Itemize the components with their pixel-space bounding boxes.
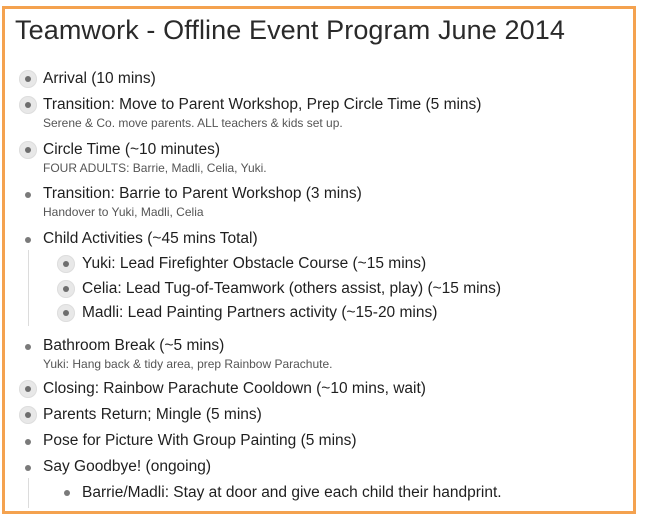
outline-subitem-text: Madli: Lead Painting Partners activity (~15-20 mins) — [82, 304, 438, 321]
outline-item-arrival — [43, 70, 156, 88]
say-goodbye-guide-line — [28, 478, 29, 508]
outline-item-circle-time — [43, 141, 267, 175]
outline-item-note: Yuki: Hang back & tidy area, prep Rainbow Parachute. — [43, 357, 333, 371]
ring-bullet-icon — [19, 96, 37, 114]
bullet-icon — [25, 192, 31, 198]
bullet-icon — [25, 465, 31, 471]
outline-item-closing-parachute — [43, 380, 426, 398]
outline-item-transition-parent-workshop — [43, 96, 481, 130]
ring-bullet-icon — [57, 280, 75, 298]
outline-item-text: Closing: Rainbow Parachute Cooldown (~10 mins, wait) — [43, 380, 426, 397]
outline-item-child-activities — [43, 230, 258, 248]
outline-item-note: FOUR ADULTS: Barrie, Madli, Celia, Yuki. — [43, 161, 267, 175]
outline-item-pose-for-picture — [43, 432, 357, 450]
outline-subitem-yuki-obstacle-course — [82, 255, 426, 273]
outline-item-transition-barrie — [43, 185, 362, 219]
outline-item-text: Transition: Move to Parent Workshop, Prep Circle Time (5 mins) — [43, 96, 482, 113]
child-activities-guide-line — [28, 250, 29, 326]
ring-bullet-icon — [57, 304, 75, 322]
outline-item-text: Bathroom Break (~5 mins) — [43, 337, 225, 354]
bullet-icon — [25, 237, 31, 243]
ring-bullet-icon — [57, 255, 75, 273]
bullet-icon — [64, 490, 70, 496]
outline-item-text: Transition: Barrie to Parent Workshop (3 mins) — [43, 185, 362, 202]
ring-bullet-icon — [19, 141, 37, 159]
outline-item-text: Child Activities (~45 mins Total) — [43, 230, 258, 247]
outline-item-text: Arrival (10 mins) — [43, 70, 156, 87]
bullet-icon — [25, 344, 31, 350]
outline-subitem-text: Barrie/Madli: Stay at door and give each child their handprint. — [82, 484, 502, 501]
ring-bullet-icon — [19, 406, 37, 424]
outline-subitem-text: Celia: Lead Tug-of-Teamwork (others assist, play) (~15 mins) — [82, 280, 502, 297]
outline-item-parents-return — [43, 406, 262, 424]
outline-subitem-madli-painting-partners — [82, 304, 437, 322]
outline-item-note: Handover to Yuki, Madli, Celia — [43, 205, 204, 219]
document-title: Teamwork - Offline Event Program June 2014 — [15, 15, 565, 45]
outline-item-text: Say Goodbye! (ongoing) — [43, 458, 212, 475]
outline-subitem-celia-tug-of-teamwork — [82, 280, 501, 298]
outline-item-bathroom-break — [43, 337, 333, 371]
outline-item-text: Pose for Picture With Group Painting (5 mins) — [43, 432, 357, 449]
outline-item-text: Circle Time (~10 minutes) — [43, 141, 221, 158]
outline-item-say-goodbye — [43, 458, 211, 476]
outline-item-note: Serene & Co. move parents. ALL teachers & kids set up. — [43, 116, 343, 130]
bullet-icon — [25, 439, 31, 445]
outline-item-text: Parents Return; Mingle (5 mins) — [43, 406, 262, 423]
outline-subitem-handprint — [82, 484, 502, 502]
outline-subitem-text: Yuki: Lead Firefighter Obstacle Course (~15 mins) — [82, 255, 427, 272]
ring-bullet-icon — [19, 70, 37, 88]
ring-bullet-icon — [19, 380, 37, 398]
